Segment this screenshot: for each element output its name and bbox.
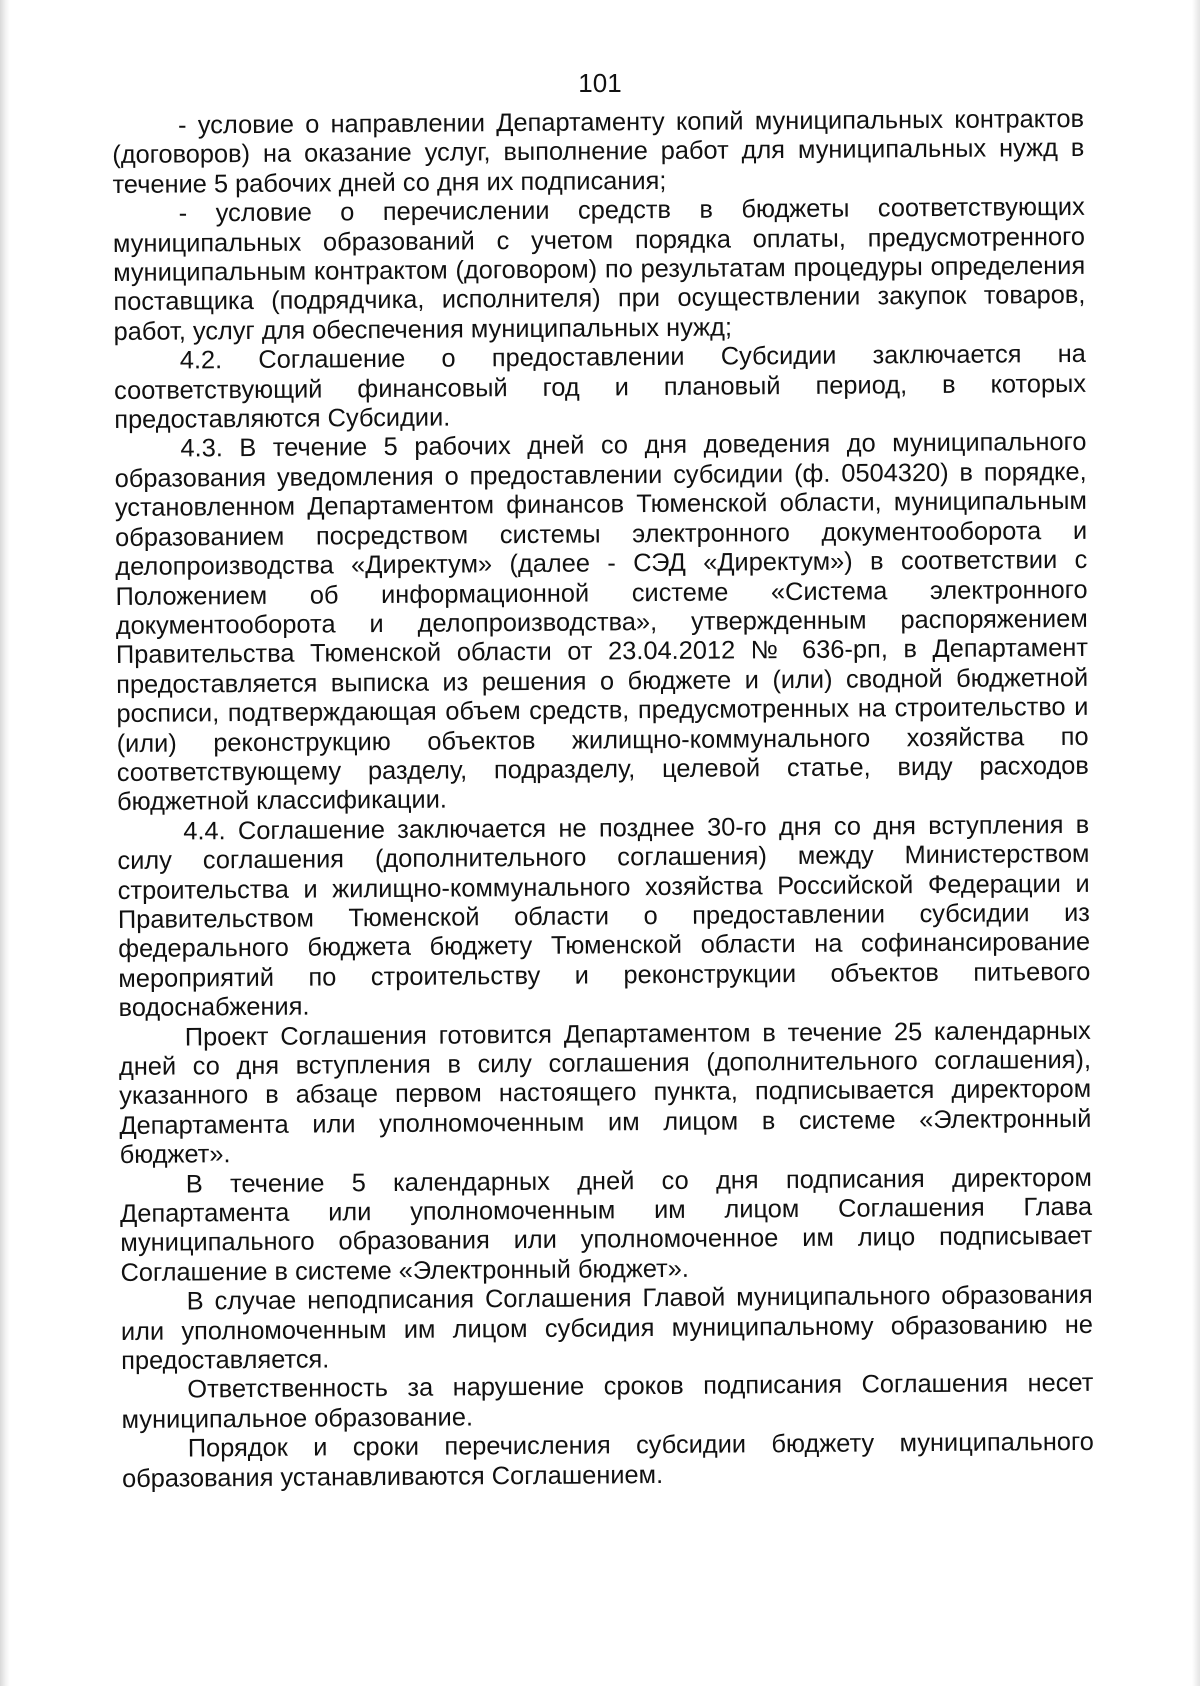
- paragraph-non-signing: В случае неподписания Соглашения Главой муниципального образования или уполномоченным им лицом субсидия муниципальному образованию не предоставляется.: [120, 1281, 1094, 1376]
- document-body: [112, 105, 1094, 1494]
- paragraph-signing-period: В течение 5 календарных дней со дня подписания директором Департамента или уполномоченным им лицом Соглашения Глава муниципального образования или уполномоченное им лицо подписывает Соглашение в системе «Электронный бюджет».: [119, 1163, 1093, 1287]
- paragraph-transfer-procedure: Порядок и сроки перечисления субсидии бюджету муниципального образования устанавливаются Соглашением.: [121, 1428, 1094, 1493]
- page-number: 101: [578, 68, 622, 98]
- paragraph-responsibility: Ответственность за нарушение сроков подписания Соглашения несет муниципальное образование.: [121, 1369, 1094, 1434]
- paragraph-4-4: 4.4. Соглашение заключается не позднее 30-го дня со дня вступления в силу соглашения (дополнительного соглашения) между Министерством строительства и жилищно-коммунального хозяйства Российской Федерации и Правительством Тюменской области о предоставлении субсидии из федерального бюджета бюджету Тюменской области на софинансирование мероприятий по строительству и реконструкции объектов питьевого водоснабжения.: [117, 810, 1091, 1023]
- paragraph-transfer-condition: - условие о перечислении средств в бюджеты соответствующих муниципальных образований с учетом порядка оплаты, предусмотренного муниципальным контрактом (договором) по результатам процедуры определения поставщика (подрядчика, исполнителя) при осуществлении закупок товаров, работ, услуг для обеспечения муниципальных нужд;: [112, 193, 1086, 346]
- paragraph-4-2: 4.2. Соглашение о предоставлении Субсидии заключается на соответствующий финансовый год и плановый период, в которых предоставляются Субсидии.: [113, 340, 1087, 435]
- scan-edge-right: [1192, 0, 1200, 1686]
- paragraph-4-3: 4.3. В течение 5 рабочих дней со дня доведения до муниципального образования уведомления о предоставлении субсидии (ф. 0504320) в порядке, установленном Департаментом финансов Тюменской области, муниципальным образованием посредством системы электронного документооборота и делопроизводства «Директум» (далее - СЭД «Директум») в соответствии с Положением об информационной системе «Система электронного документооборота и делопроизводства», утвержденным распоряжением Правительства Тюменской области от 23.04.2012 № 636-рп, в Департамент предоставляется выписка из решения о бюджете и (или) сводной бюджетной росписи, подтверждающая объем средств, предусмотренных на строительство и (или) реконструкцию объектов жилищно-коммунального хозяйства по соответствующему разделу, подразделу, целевой статье, виду расходов бюджетной классификации.: [114, 428, 1089, 817]
- scan-edge-left: [0, 0, 10, 1686]
- paragraph-draft-agreement: Проект Соглашения готовится Департаментом в течение 25 календарных дней со дня вступления в силу соглашения (дополнительного соглашения), указанного в абзаце первом настоящего пункта, подписывается директором Департамента или уполномоченным им лицом в системе «Электронный бюджет».: [118, 1016, 1092, 1170]
- paragraph-copies-condition: - условие о направлении Департаменту копий муниципальных контрактов (договоров) на оказание услуг, выполнение работ для муниципальных нужд в течение 5 рабочих дней со дня их подписания;: [112, 104, 1085, 199]
